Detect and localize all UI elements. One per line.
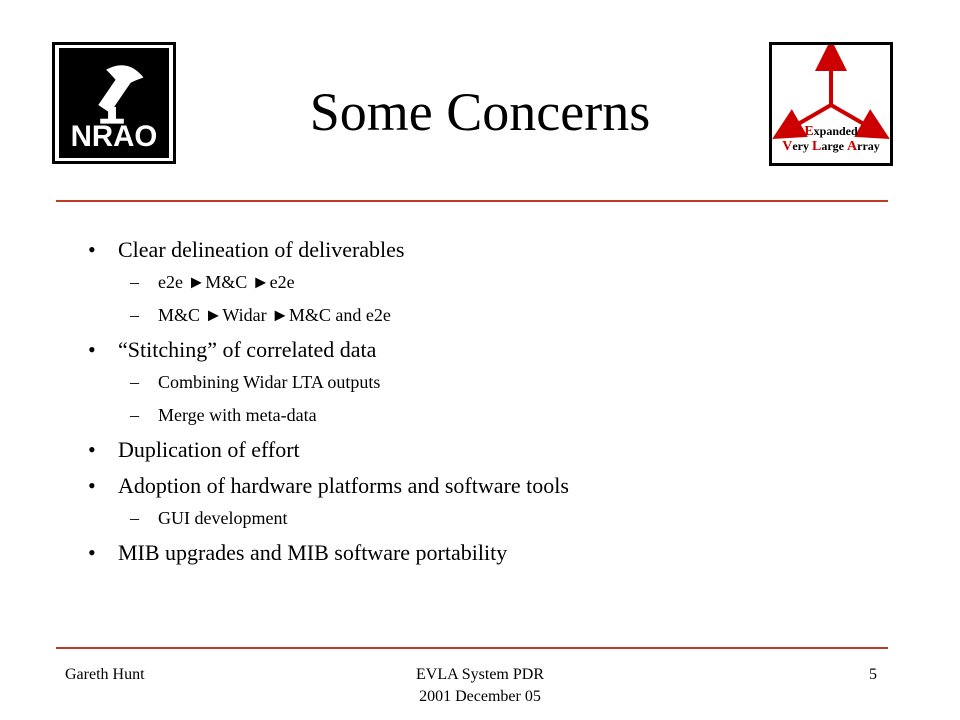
- footer-page-number: 5: [869, 666, 877, 683]
- bullet-item: [88, 472, 888, 500]
- title-divider: [56, 200, 888, 202]
- nrao-logo-text: NRAO: [70, 120, 158, 154]
- sub-bullet-item: [88, 303, 888, 327]
- footer-event-name: EVLA System PDR: [415, 666, 544, 683]
- bullet-text: Adoption of hardware platforms and software tools: [118, 473, 569, 498]
- sub-bullet-text: Combining Widar LTA outputs: [158, 372, 381, 392]
- sub-bullet-text: GUI development: [158, 508, 288, 528]
- sub-bullet-item: [88, 270, 888, 294]
- sub-bullet-marker: –: [130, 508, 139, 528]
- sub-bullet-marker: –: [130, 305, 139, 325]
- sub-bullet-marker: –: [130, 405, 139, 425]
- evla-logo-line1: Expanded: [804, 124, 858, 139]
- bullet-list: [88, 228, 888, 573]
- sub-bullet-text: M&C ►Widar ►M&C and e2e: [158, 305, 391, 325]
- footer-author: Gareth Hunt: [65, 666, 145, 683]
- bullet-marker: •: [88, 337, 96, 362]
- sub-bullet-item: [88, 506, 888, 530]
- bullet-text: Clear delineation of deliverables: [118, 237, 405, 262]
- bullet-marker: •: [88, 437, 96, 462]
- bullet-text: “Stitching” of correlated data: [118, 337, 377, 362]
- footer-event-date: 2001 December 05: [419, 688, 541, 705]
- sub-bullet-marker: –: [130, 272, 139, 292]
- bullet-item: [88, 336, 888, 364]
- bullet-marker: •: [88, 540, 96, 565]
- footer-divider: [56, 647, 888, 649]
- sub-bullet-item: [88, 403, 888, 427]
- bullet-text: Duplication of effort: [118, 437, 300, 462]
- evla-logo-line2: Very Large Array: [782, 139, 880, 154]
- bullet-item: [88, 236, 888, 264]
- sub-bullet-marker: –: [130, 372, 139, 392]
- bullet-item: [88, 436, 888, 464]
- bullet-marker: •: [88, 473, 96, 498]
- sub-bullet-text: Merge with meta-data: [158, 405, 317, 425]
- sub-bullet-text: e2e ►M&C ►e2e: [158, 272, 295, 292]
- sub-bullet-item: [88, 370, 888, 394]
- footer-event: [380, 664, 580, 708]
- bullet-text: MIB upgrades and MIB software portability: [118, 540, 508, 565]
- bullet-item: [88, 539, 888, 567]
- bullet-marker: •: [88, 237, 96, 262]
- slide-title: Some Concerns: [309, 82, 651, 142]
